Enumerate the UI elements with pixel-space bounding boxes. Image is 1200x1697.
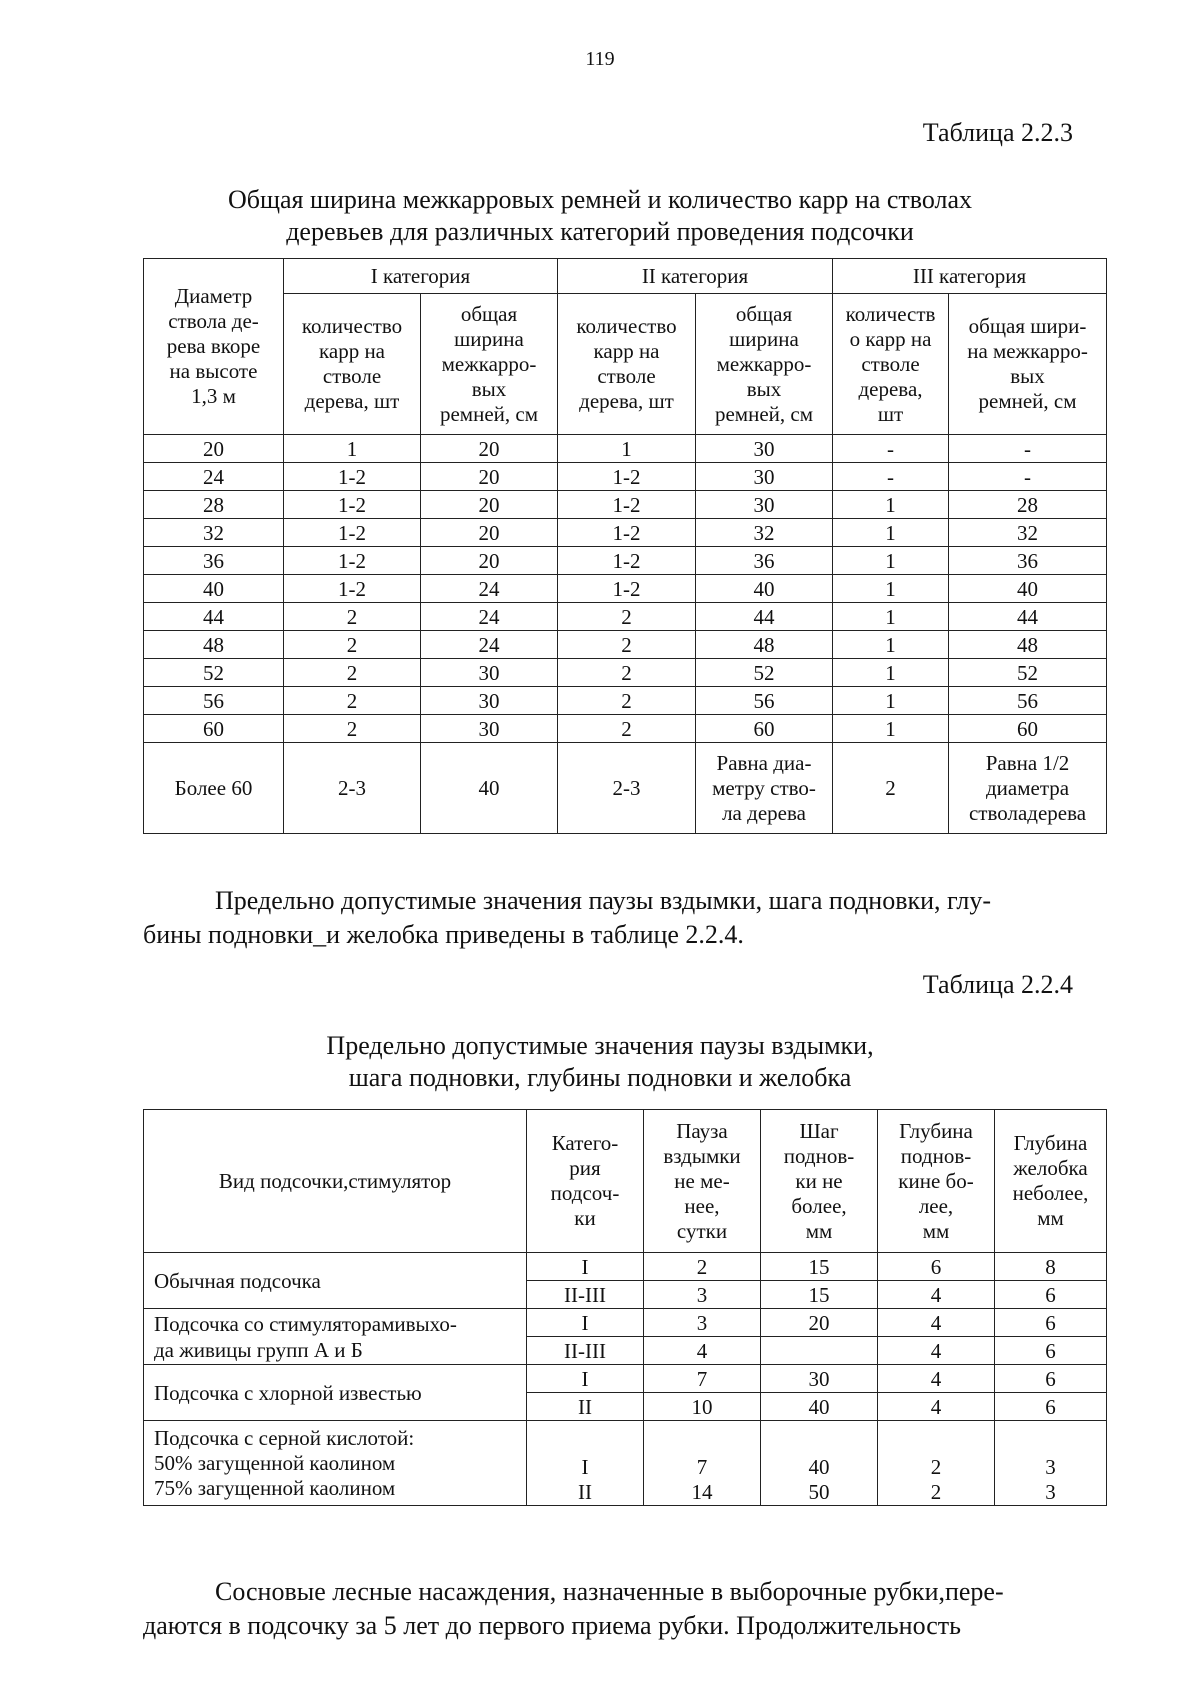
title-line: Предельно допустимые значения паузы вздымки, bbox=[326, 1031, 874, 1060]
table-row bbox=[144, 575, 1107, 603]
table-cell: 2-3 bbox=[558, 743, 696, 834]
table-cell: 6 bbox=[995, 1365, 1107, 1393]
table-cell: Равна 1/2 диаметра стволадерева bbox=[949, 743, 1107, 834]
header-cell: Катего- рия подсоч- ки bbox=[527, 1110, 644, 1253]
table-cell: 1-2 bbox=[284, 463, 421, 491]
table-cell: 1-2 bbox=[558, 547, 696, 575]
table-cell: 2 bbox=[558, 603, 696, 631]
table-cell: II bbox=[527, 1393, 644, 1421]
title-line: Общая ширина межкарровых ремней и количество карр на стволах bbox=[227, 185, 973, 214]
table-cell: 2 2 bbox=[878, 1421, 995, 1506]
table-cell: 30 bbox=[696, 491, 833, 519]
table-cell: 60 bbox=[696, 715, 833, 743]
table-cell: 6 bbox=[995, 1281, 1107, 1309]
table-cell: 30 bbox=[421, 687, 558, 715]
table-cell: 30 bbox=[696, 435, 833, 463]
tree-diameter-table bbox=[143, 258, 1107, 834]
table-cell: 1-2 bbox=[558, 491, 696, 519]
table-cell: 30 bbox=[696, 463, 833, 491]
table-cell: 4 bbox=[878, 1281, 995, 1309]
subheader-cell: количество карр на стволе дерева, шт bbox=[558, 294, 696, 435]
table-cell: 48 bbox=[949, 631, 1107, 659]
table-cell: 30 bbox=[421, 715, 558, 743]
table-cell: 1 bbox=[284, 435, 421, 463]
header-cell: Вид подсочки,стимулятор bbox=[144, 1110, 527, 1253]
table-row bbox=[144, 491, 1107, 519]
table-row bbox=[144, 603, 1107, 631]
subheader-cell: общая ширина межкарро- вых ремней, см bbox=[696, 294, 833, 435]
table-cell: 1 bbox=[833, 715, 949, 743]
table-cell bbox=[761, 1337, 878, 1365]
table-cell: 32 bbox=[949, 519, 1107, 547]
body-paragraph: Сосновые лесные насаждения, назначенные в выборочные рубки,пере- даются в подсочку за 5 лет до первого приема рубки. Продолжительность bbox=[143, 1577, 1004, 1640]
table-cell: 20 bbox=[421, 463, 558, 491]
table-cell: 2 bbox=[558, 715, 696, 743]
table-caption: Таблица 2.2.4 bbox=[922, 970, 1073, 999]
table-cell: 44 bbox=[949, 603, 1107, 631]
table-cell: 36 bbox=[144, 547, 284, 575]
table-cell: 24 bbox=[421, 631, 558, 659]
table-cell: 1 bbox=[833, 659, 949, 687]
table-row bbox=[144, 435, 1107, 463]
table-cell: 20 bbox=[421, 519, 558, 547]
table-cell: 8 bbox=[995, 1253, 1107, 1281]
table-cell: 1 bbox=[833, 491, 949, 519]
subheader-cell: количество карр на стволе дерева, шт bbox=[284, 294, 421, 435]
tapping-type-cell: Обычная подсочка bbox=[144, 1253, 527, 1309]
table-cell: 32 bbox=[696, 519, 833, 547]
table-cell: 7 14 bbox=[644, 1421, 761, 1506]
table-cell: - bbox=[949, 435, 1107, 463]
table-title bbox=[0, 184, 1200, 248]
table-cell: 6 bbox=[878, 1253, 995, 1281]
table-cell: 20 bbox=[144, 435, 284, 463]
table-cell: 48 bbox=[696, 631, 833, 659]
table-cell: 1 bbox=[833, 519, 949, 547]
table-cell: 4 bbox=[878, 1365, 995, 1393]
table-cell: 7 bbox=[644, 1365, 761, 1393]
page-number: 119 bbox=[585, 48, 615, 70]
table-cell: 1-2 bbox=[284, 575, 421, 603]
table-cell: 2 bbox=[284, 687, 421, 715]
table-cell: 2 bbox=[833, 743, 949, 834]
table-cell: 2 bbox=[284, 715, 421, 743]
table-cell: 52 bbox=[696, 659, 833, 687]
table-cell: 15 bbox=[761, 1253, 878, 1281]
table-cell: 24 bbox=[421, 575, 558, 603]
table-cell: 1 bbox=[833, 603, 949, 631]
table-cell: 1 bbox=[558, 435, 696, 463]
table-cell: 2 bbox=[284, 603, 421, 631]
table-cell: 2 bbox=[558, 687, 696, 715]
table-row bbox=[144, 519, 1107, 547]
category-header: II категория bbox=[558, 259, 833, 294]
table-cell: 60 bbox=[949, 715, 1107, 743]
table-cell: 52 bbox=[949, 659, 1107, 687]
header-cell: Шаг поднов- ки не более, мм bbox=[761, 1110, 878, 1253]
table-cell: 30 bbox=[421, 659, 558, 687]
table-cell: 15 bbox=[761, 1281, 878, 1309]
subheader-cell: общая шири- на межкарро- вых ремней, см bbox=[949, 294, 1107, 435]
header-cell: Пауза вздымки не ме- нее, сутки bbox=[644, 1110, 761, 1253]
table-cell: 20 bbox=[421, 435, 558, 463]
table-cell: 1-2 bbox=[284, 519, 421, 547]
table-cell: - bbox=[833, 463, 949, 491]
tapping-type-cell: Подсочка со стимуляторамивыхо- да живицы групп А и Б bbox=[144, 1309, 527, 1365]
table-cell: I bbox=[527, 1253, 644, 1281]
table-row bbox=[144, 687, 1107, 715]
table-cell: Равна диа- метру ство- ла дерева bbox=[696, 743, 833, 834]
table-caption: Таблица 2.2.3 bbox=[922, 118, 1073, 147]
table-cell: 40 50 bbox=[761, 1421, 878, 1506]
table-cell: 24 bbox=[421, 603, 558, 631]
table-cell: 40 bbox=[144, 575, 284, 603]
table-cell: 28 bbox=[949, 491, 1107, 519]
table-cell: 30 bbox=[761, 1365, 878, 1393]
table-cell: - bbox=[833, 435, 949, 463]
table-cell: 2 bbox=[558, 659, 696, 687]
header-cell: Глубина поднов- кине бо- лее, мм bbox=[878, 1110, 995, 1253]
tapping-type-cell: Подсочка с серной кислотой: 50% загущенной каолином 75% загущенной каолином bbox=[144, 1421, 527, 1506]
table-cell: 2 bbox=[284, 659, 421, 687]
table-cell: 20 bbox=[421, 547, 558, 575]
table-cell: 2 bbox=[558, 631, 696, 659]
table-cell: 20 bbox=[421, 491, 558, 519]
table-cell: 1-2 bbox=[558, 519, 696, 547]
category-header: I категория bbox=[284, 259, 558, 294]
table-row bbox=[144, 715, 1107, 743]
table-title bbox=[0, 1030, 1200, 1094]
table-cell: 3 3 bbox=[995, 1421, 1107, 1506]
table-cell: 1 bbox=[833, 687, 949, 715]
table-cell: 40 bbox=[696, 575, 833, 603]
table-cell: 56 bbox=[949, 687, 1107, 715]
table-cell: 1-2 bbox=[284, 547, 421, 575]
subheader-cell: количеств о карр на стволе дерева, шт bbox=[833, 294, 949, 435]
table-cell: 1-2 bbox=[284, 491, 421, 519]
table-cell: II-III bbox=[527, 1281, 644, 1309]
diameter-header: Диаметр ствола де- рева вкоре на высоте 1,3 м bbox=[144, 259, 284, 435]
table-cell: 56 bbox=[144, 687, 284, 715]
table-cell: - bbox=[949, 463, 1107, 491]
body-paragraph: Предельно допустимые значения паузы вздымки, шага подновки, глу- бины подновки_и желобка приведены в таблице 2.2.4. bbox=[143, 886, 992, 949]
table-cell: 56 bbox=[696, 687, 833, 715]
table-cell: 6 bbox=[995, 1337, 1107, 1365]
title-line: деревьев для различных категорий проведения подсочки bbox=[286, 217, 914, 246]
table-cell: 36 bbox=[949, 547, 1107, 575]
category-header: III категория bbox=[833, 259, 1107, 294]
tapping-type-cell: Подсочка с хлорной известью bbox=[144, 1365, 527, 1421]
table-cell: I bbox=[527, 1309, 644, 1337]
title-line: шага подновки, глубины подновки и желобка bbox=[348, 1063, 852, 1092]
table-cell: 40 bbox=[761, 1393, 878, 1421]
table-cell: 10 bbox=[644, 1393, 761, 1421]
table-cell: Более 60 bbox=[144, 743, 284, 834]
header-cell: Глубина желобка неболее, мм bbox=[995, 1110, 1107, 1253]
table-cell: 40 bbox=[421, 743, 558, 834]
table-cell: 1-2 bbox=[558, 463, 696, 491]
table-cell: 4 bbox=[878, 1393, 995, 1421]
table-cell: 52 bbox=[144, 659, 284, 687]
table-cell: 60 bbox=[144, 715, 284, 743]
table-cell: 28 bbox=[144, 491, 284, 519]
table-cell: I bbox=[527, 1365, 644, 1393]
tapping-limits-table bbox=[143, 1109, 1107, 1506]
table-cell: 44 bbox=[144, 603, 284, 631]
table-cell: 3 bbox=[644, 1309, 761, 1337]
table-cell: 1 bbox=[833, 547, 949, 575]
table-cell: 24 bbox=[144, 463, 284, 491]
table-row bbox=[144, 1365, 1107, 1393]
table-cell: 6 bbox=[995, 1309, 1107, 1337]
table-cell: 36 bbox=[696, 547, 833, 575]
table-cell: 48 bbox=[144, 631, 284, 659]
table-cell: I II bbox=[527, 1421, 644, 1506]
table-cell: 4 bbox=[644, 1337, 761, 1365]
table-row bbox=[144, 1309, 1107, 1337]
table-cell: 20 bbox=[761, 1309, 878, 1337]
table-cell: 40 bbox=[949, 575, 1107, 603]
table-row bbox=[144, 659, 1107, 687]
table-cell: 2 bbox=[284, 631, 421, 659]
table-cell: 1 bbox=[833, 631, 949, 659]
table-row bbox=[144, 547, 1107, 575]
table-cell: 4 bbox=[878, 1309, 995, 1337]
table-cell: 1-2 bbox=[558, 575, 696, 603]
table-cell: 3 bbox=[644, 1281, 761, 1309]
subheader-cell: общая ширина межкарро- вых ремней, см bbox=[421, 294, 558, 435]
table-cell: 4 bbox=[878, 1337, 995, 1365]
table-cell: 44 bbox=[696, 603, 833, 631]
table-cell: 1 bbox=[833, 575, 949, 603]
table-row bbox=[144, 631, 1107, 659]
table-cell: II-III bbox=[527, 1337, 644, 1365]
table-row bbox=[144, 1253, 1107, 1281]
table-cell: 32 bbox=[144, 519, 284, 547]
table-row bbox=[144, 463, 1107, 491]
table-cell: 2-3 bbox=[284, 743, 421, 834]
table-cell: 2 bbox=[644, 1253, 761, 1281]
table-cell: 6 bbox=[995, 1393, 1107, 1421]
